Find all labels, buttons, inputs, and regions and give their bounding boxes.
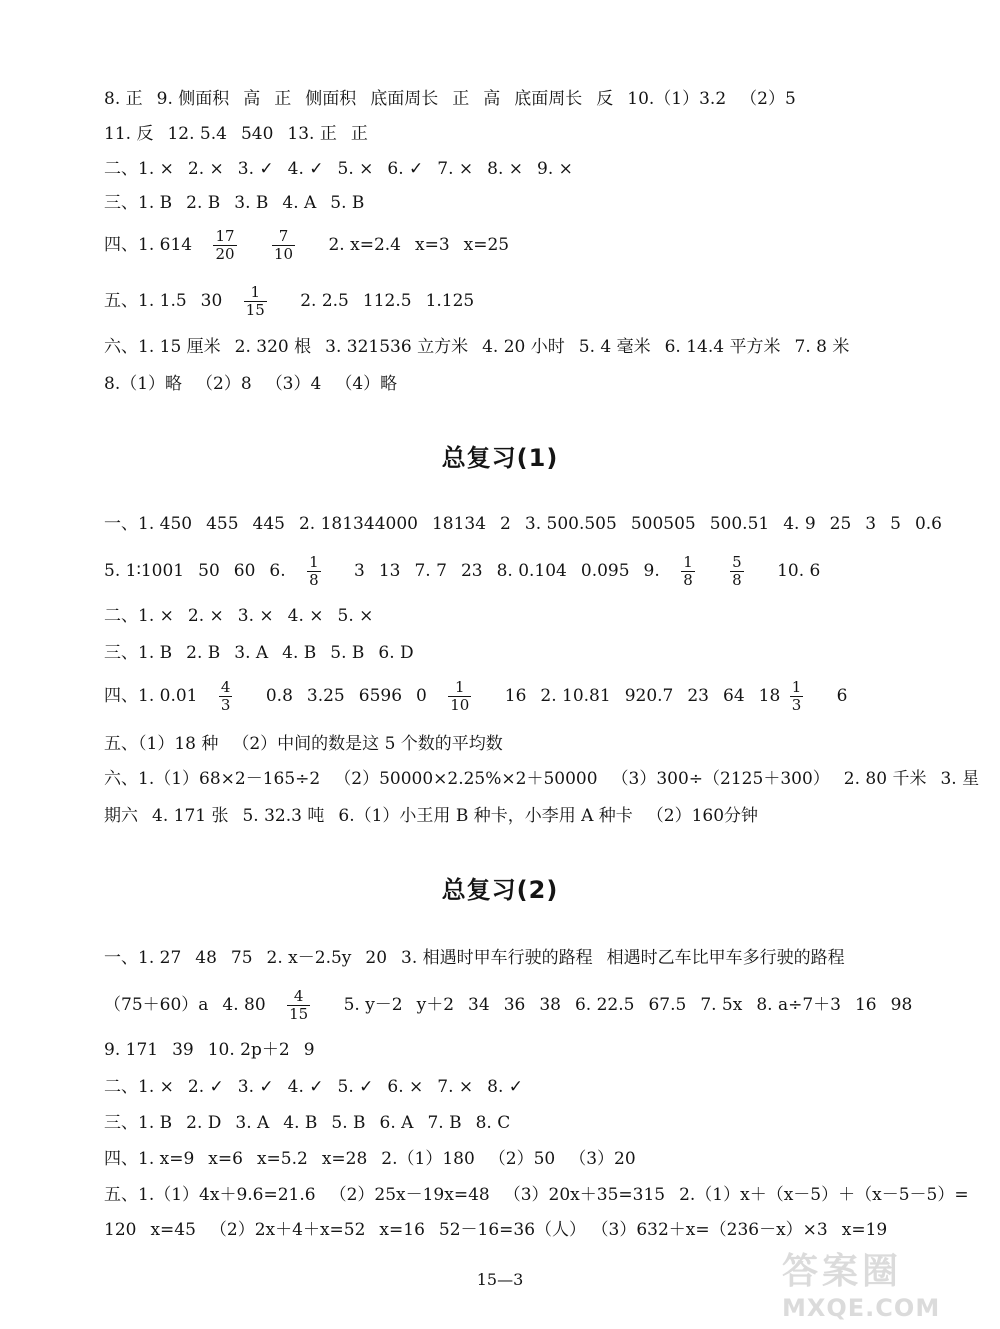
answer-line-top-2: 11. 反 12. 5.4 540 13. 正 正 (104, 124, 368, 144)
answer-line-s2-san: 三、1. B 2. D 3. A 4. B 5. B 6. A 7. B 8. C (104, 1113, 511, 1133)
watermark-text-cn: 答案圈 (782, 1251, 903, 1292)
answer-line-s1-liu-1: 六、1.（1）68×2－165÷2 （2）50000×2.25%×2＋50000 （3）300÷（2125＋300） 2. 80 千米 3. 星 (104, 769, 980, 789)
fraction: $\frac{1}{8}$ (309, 553, 319, 589)
fraction: $\frac{5}{8}$ (732, 553, 742, 589)
answer-line-top-1: 8. 正 9. 侧面积 高 正 侧面积 底面周长 正 高 底面周长 反 10.（1）3.2 （2）5 (104, 89, 796, 109)
section-title-review-2: 总复习(2) (441, 876, 559, 904)
answer-line-top-wu: 五、1. 1.5 30 $\frac{1}{15}$ 2. 2.5 112.5 1.125 (104, 283, 475, 319)
answer-line-s1-er: 二、1. × 2. × 3. × 4. × 5. × (104, 606, 374, 626)
watermark-text-url: MXQE.COM (782, 1294, 941, 1322)
answer-line-top-liu-1: 六、1. 15 厘米 2. 320 根 3. 321536 立方米 4. 20 小时 5. 4 毫米 6. 14.4 平方米 7. 8 米 (104, 337, 850, 357)
answer-line-s2-yi-3: 9. 171 39 10. 2p＋2 9 (104, 1040, 315, 1060)
answer-line-top-si: 四、1. 614 $\frac{17}{20}$ $\frac{7}{10}$ 2. x=2.4 x=3 x=25 (104, 227, 510, 263)
answer-line-s2-yi-2: （75＋60）a 4. 80 $\frac{4}{15}$ 5. y－2 y＋2 34 36 38 6. 22.5 67.5 7. 5x 8. a÷7＋3 16 98 (104, 987, 913, 1023)
page-number: 15—3 (476, 1270, 524, 1289)
answer-line-s1-liu-2: 期六 4. 171 张 5. 32.3 吨 6.（1）小王用 B 种卡，小李用 A 种卡 （2）160分钟 (104, 806, 759, 826)
answer-line-top-liu-2: 8.（1）略 （2）8 （3）4 （4）略 (104, 374, 398, 394)
section-title-review-1: 总复习(1) (441, 444, 559, 472)
answer-line-s2-wu-2: 120 x=45 （2）2x＋4＋x=52 x=16 52－16=36（人） （3）632＋x=（236－x）×3 x=19 (104, 1220, 888, 1240)
answer-line-s2-si: 四、1. x=9 x=6 x=5.2 x=28 2.（1）180 （2）50 （3）20 (104, 1149, 636, 1169)
answer-line-s1-yi-1: 一、1. 450 455 445 2. 181344000 18134 2 3. 500.505 500505 500.51 4. 9 25 3 5 0.6 (104, 514, 942, 534)
fraction: $\frac{7}{10}$ (273, 227, 294, 263)
fraction: $\frac{1}{8}$ (683, 553, 693, 589)
fraction: $\frac{4}{15}$ (289, 987, 309, 1023)
fraction: $\frac{1}{10}$ (450, 678, 470, 714)
fraction: $\frac{17}{20}$ (215, 227, 235, 263)
fraction: $\frac{1}{3}$ (791, 678, 802, 714)
answer-line-top-er: 二、1. × 2. × 3. ✓ 4. ✓ 5. × 6. ✓ 7. × 8. × 9. × (104, 159, 573, 179)
answer-line-s2-wu-1: 五、1.（1）4x＋9.6=21.6 （2）25x－19x=48 （3）20x＋35=315 2.（1）x＋（x－5）＋（x－5－5）= (104, 1185, 969, 1205)
watermark-logo (782, 1243, 982, 1321)
answer-line-s1-san: 三、1. B 2. B 3. A 4. B 5. B 6. D (104, 643, 414, 663)
answer-line-s1-wu: 五、（1）18 种 （2）中间的数是这 5 个数的平均数 (104, 734, 503, 754)
answer-line-s1-yi-2: 5. 1∶1001 50 60 6. $\frac{1}{8}$ 3 13 7. 7 23 8. 0.104 0.095 9. $\frac{1}{8}$ $\frac{5}{8}$ 10. 6 (104, 553, 821, 589)
answer-line-s2-er: 二、1. × 2. ✓ 3. ✓ 4. ✓ 5. ✓ 6. × 7. × 8. ✓ (104, 1077, 523, 1097)
fraction: $\frac{4}{3}$ (220, 678, 231, 714)
answer-line-top-san: 三、1. B 2. B 3. B 4. A 5. B (104, 193, 365, 213)
fraction: $\frac{1}{15}$ (245, 283, 265, 319)
answer-line-s1-si: 四、1. 0.01 $\frac{4}{3}$ 0.8 3.25 6596 0 $\frac{1}{10}$ 16 2. 10.81 920.7 23 64 18 $\frac{1}{3}$ 6 (104, 678, 848, 714)
answer-line-s2-yi-1: 一、1. 27 48 75 2. x－2.5y 20 3. 相遇时甲车行驶的路程 相遇时乙车比甲车多行驶的路程 (104, 948, 845, 968)
